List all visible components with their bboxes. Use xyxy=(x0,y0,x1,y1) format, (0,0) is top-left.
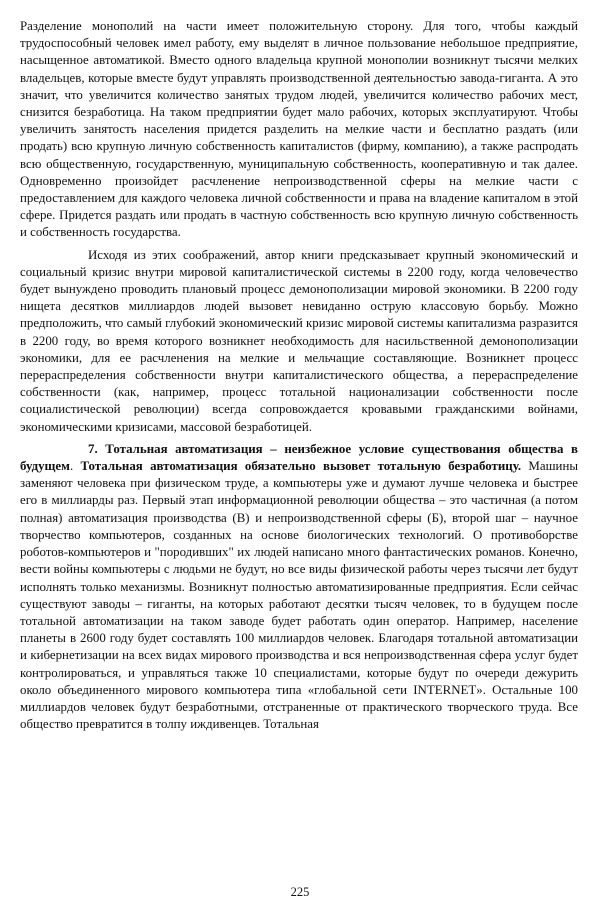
heading-separator: . xyxy=(69,459,81,474)
section-subheading: Тотальная автоматизация обязательно вызовет тотальную безработицу. xyxy=(80,459,522,474)
paragraph-demonopolization: Разделение монополий на части имеет положительную сторону. Для того, чтобы каждый трудоспособный человек имел работу, ему выделят в личное пользование небольшое предприятие, насыщенное автоматикой. Вместо одного владельца крупной монополии возникнут тысячи мелких владельцев, которые вместе будут управлять производственной деятельностью завода-гиганта. А это значит, что увеличится количество занятых трудом людей, увеличится количество рабочих мест, снизится безработица. На таком предприятии будет мало рабочих, которых эксплуатируют. Чтобы увеличить занятость населения придется разделить на мелкие части и бесплатно раздать (или продать) всю крупную личную собственность капиталистов (фирму, компанию), а также распродать всю общественную, государственную, муниципальную собственность, кооперативную и так далее. Одновременно произойдет расчленение непроизводственной сферы на мелкие части с предоставлением для каждого человека личной собственности и права на владение капиталом в этой сфере. Придется раздать или продать в частную собственность всю крупную личную собственность и собственность государства. xyxy=(20,19,578,240)
automation-text: Машины заменяют человека при физическом труде, а компьютеры уже и думают лучше человека и быстрее его в миллиарды раз. Первый этап информационной революции общества – это частичная (а потом полная) автоматизация производства (В) и непроизводственной сферы (Б), второй шаг – научное творчество компьютеров, созданных на основе биологических технологий. О противоборстве роботов-компьютеров и "породивших" их людей написано много фантастических романов. Конечно, вести войны компьютеры с людьми не будут, но все виды физической работы через тысячи лет будут исполнять только механизмы. Возникнут полностью автоматизированные предприятия. Если сейчас существуют заводы – гиганты, на которых работают десятки тысяч человек, то в будущем после тотальной автоматизации на таком заводе будет работать один оператор. Например, население планеты в 2600 году будет составлять 100 миллиардов человек. Благодаря тотальной автоматизации и кибернетизации на всех видах мирового производства и вся непроизводственная сфера услуг будет контролироваться, и управляться также 10 специалистами, которые будут по очереди дежурить около объединенного мирового компьютера типа «глобальной сети INTERNET». Остальные 100 миллиардов человек будут безработными, отстраненные от практического творческого труда. Все общество превратится в толпу иждивенцев. Тотальная xyxy=(20,459,579,732)
paragraph-crisis-forecast: Исходя из этих соображений, автор книги предсказывает крупный экономический и социальный кризис внутри мировой капиталистической системы в 2200 году, когда человечество будет вынуждено проводить плановый процесс демонополизации мировой экономики. В 2200 году нищета десятков миллиардов людей вызовет невиданно острую классовую борьбу. Можно предположить, что самый глубокий экономический кризис мировой системы капитализма разразится в 2200 году, во время которого возникнет необходимость для насильственной демонополизации экономики, для ее расчленения на мелкие и мельчащие составляющие. Возникнет процесс перераспределения собственности внутри капиталистического общества, а перераспределение собственности (как, например, процесс тотальной национализации собственности после социалистической революции) всегда сопровождается кровавыми гражданскими войнами, экономическими кризисами, массовой безработицей. xyxy=(20,247,578,434)
page-number: 225 xyxy=(290,885,310,899)
section-heading: 7. Тотальная автоматизация – неизбежное условие существования общества в будущем xyxy=(20,441,578,474)
body-text xyxy=(20,18,578,733)
paragraph-automation xyxy=(20,441,578,733)
